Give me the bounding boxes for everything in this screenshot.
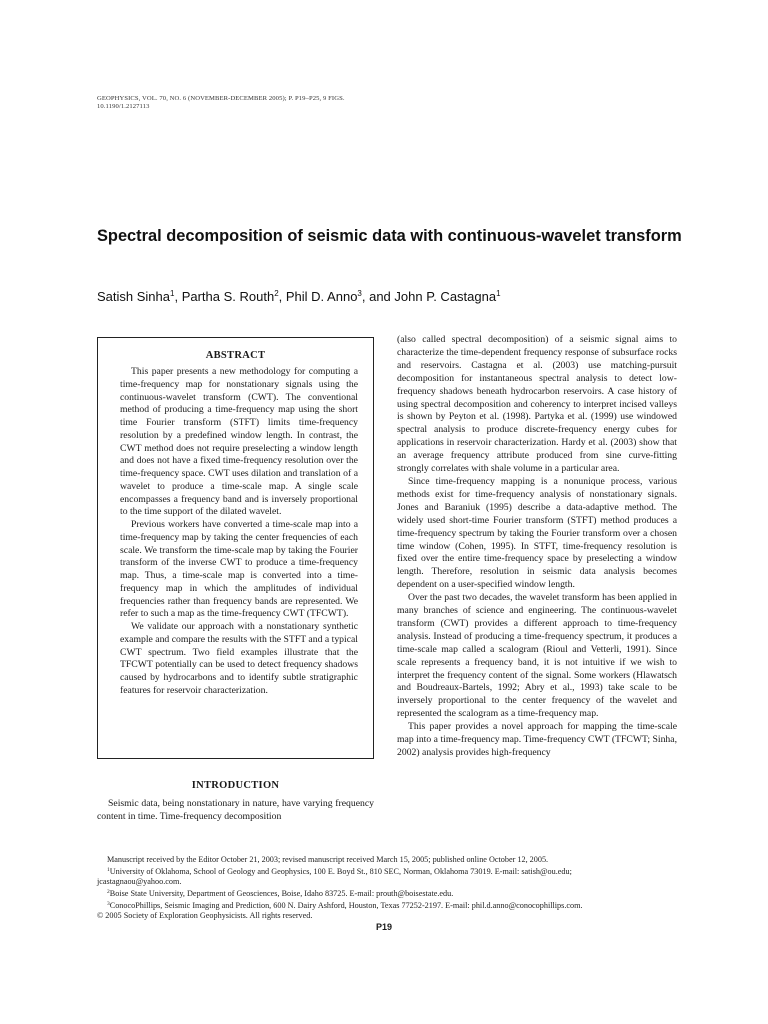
abstract-paragraph: This paper presents a new methodology for computing a time-frequency map for nonstationary signals using the continuous-wavelet transform (CWT). The conventional method of producing a time-frequency map using the short time Fourier transform (STFT) limits time-frequency resolution by a predefined window length. In contrast, the CWT method does not require preselecting a window length and does not have a fixed time-frequency resolution over the time-frequency space. CWT uses dilation and translation of a wavelet to produce a time-scale map. A single scale encompasses a frequency band and is inversely proportional to the time support of the dilated wavelet. bbox=[120, 366, 358, 518]
journal-citation-line: GEOPHYSICS, VOL. 70, NO. 6 (NOVEMBER-DECEMBER 2005); P. P19–P25, 9 FIGS. bbox=[97, 95, 345, 102]
footnote-text: Boise State University, Department of Geosciences, Boise, Idaho 83725. E-mail: prouth@boisestate.edu. bbox=[109, 889, 454, 898]
author-name: Satish Sinha bbox=[97, 289, 170, 304]
author-affiliation-mark: 3 bbox=[357, 289, 362, 298]
abstract-box bbox=[97, 337, 374, 759]
author-list bbox=[97, 289, 501, 304]
right-column-body bbox=[397, 334, 677, 760]
footnotes bbox=[97, 855, 682, 921]
abstract-paragraph: We validate our approach with a nonstationary synthetic example and compare the results with the STFT and a typical CWT spectrum. Two field examples illustrate that the TFCWT potentially can be used to detect frequency shadows caused by hydrocarbons and to identify subtle stratigraphic features for reservoir characterization. bbox=[120, 621, 358, 696]
copyright-line: © 2005 Society of Exploration Geophysicists. All rights reserved. bbox=[97, 911, 313, 920]
manuscript-received-note: Manuscript received by the Editor October 21, 2003; revised manuscript received March 15, 2005; published online October 12, 2005. bbox=[107, 855, 549, 864]
footnote-text: ConocoPhillips, Seismic Imaging and Prediction, 600 N. Dairy Ashford, Houston, Texas 77252-2197. E-mail: phil.d.anno@conocophillips.com. bbox=[109, 901, 583, 910]
paper-title: Spectral decomposition of seismic data with continuous-wavelet transform bbox=[97, 227, 682, 245]
journal-header bbox=[97, 95, 345, 112]
footnote-mark: 3 bbox=[107, 901, 110, 907]
author-separator: , bbox=[174, 289, 182, 304]
author-affiliation-mark: 2 bbox=[274, 289, 279, 298]
author-separator: , and bbox=[361, 289, 395, 304]
introduction-heading: INTRODUCTION bbox=[191, 780, 280, 791]
abstract-heading: ABSTRACT bbox=[205, 350, 266, 361]
footnote-text: University of Oklahoma, School of Geology and Geophysics, 100 E. Boyd St., 810 SEC, Norman, Oklahoma 73019. E-mail: satish@ou.edu; bbox=[109, 867, 572, 876]
body-paragraph: Over the past two decades, the wavelet transform has been applied in many branches of science and engineering. The continuous-wavelet transform (CWT) provides a different approach to time-frequency analysis. Instead of producing a time-frequency spectrum, it produces a time-scale map called a scalogram (Rioul and Vetterli, 1991). Since scale represents a frequency band, it is not intuitive if we wish to interpret the frequency content of the signal. Some workers (Hlawatsch and Boudreaux-Bartels, 1992; Abry et al., 1993) take scale to be inversely proportional to the center frequency of the wavelet and represented the scalogram as a time-frequency map. bbox=[397, 592, 677, 720]
footnote-1-continuation: jcastagnaou@yahoo.com. bbox=[97, 877, 182, 886]
author-name: Phil D. Anno bbox=[285, 289, 358, 304]
doi-line: 10.1190/1.2127113 bbox=[97, 103, 150, 111]
author-affiliation-mark: 1 bbox=[170, 289, 175, 298]
footnote-2 bbox=[97, 887, 682, 899]
introduction-body bbox=[97, 798, 374, 824]
abstract-body bbox=[120, 366, 358, 698]
abstract-paragraph: Previous workers have converted a time-scale map into a time-frequency map by taking the center frequencies of each scale. We transform the time-scale map by taking the Fourier transform of the inverse CWT to produce a time-frequency map. Thus, a time-scale map is converted into a time-frequency map in which the amplitudes of individual frequencies rather than frequency bands are represented. We refer to such a map as the time-frequency CWT (TFCWT). bbox=[120, 519, 358, 620]
author-affiliation-mark: 1 bbox=[496, 289, 501, 298]
body-paragraph: This paper provides a novel approach for mapping the time-scale map into a time-frequency map. Time-frequency CWT (TFCWT; Sinha, 2002) analysis provides high-frequency bbox=[397, 721, 677, 758]
footnote-mark: 1 bbox=[107, 867, 110, 873]
footnote-1 bbox=[97, 865, 682, 877]
author-separator: , bbox=[278, 289, 286, 304]
page-number: P19 bbox=[375, 922, 392, 932]
author-name: John P. Castagna bbox=[394, 289, 497, 304]
author-name: Partha S. Routh bbox=[181, 289, 275, 304]
footnote-3 bbox=[97, 899, 682, 911]
footnote-mark: 2 bbox=[107, 889, 110, 895]
body-paragraph: (also called spectral decomposition) of a seismic signal aims to characterize the time-dependent frequency response of subsurface rocks and reservoirs. Castagna et al. (2003) use matching-pursuit decomposition for instantaneous spectral analysis to detect low-frequency shadows beneath hydrocarbon reservoirs. A case history of using spectral decomposition and coherency to interpret incised valleys is shown by Peyton et al. (1998). Partyka et al. (1999) use windowed spectral analysis to produce discrete-frequency energy cubes for applications in reservoir characterization. Hardy et al. (2003) show that an average frequency attribute produced from sine curve-fitting strongly correlates with shale volume in a particular area. bbox=[397, 334, 677, 475]
body-paragraph: Seismic data, being nonstationary in nature, have varying frequency content in time. Time-frequency decomposition bbox=[97, 798, 374, 822]
body-paragraph: Since time-frequency mapping is a nonunique process, various methods exist for time-frequency analysis of nonstationary signals. Jones and Baraniuk (1995) describe a data-adaptive method. The widely used short-time Fourier transform (STFT) method produces a time-frequency spectrum by taking the Fourier transform over a chosen time window (Cohen, 1995). In STFT, time-frequency resolution is fixed over the entire time-frequency space by preselecting a window length. Therefore, resolution in seismic data analysis becomes dependent on a user-specified window length. bbox=[397, 475, 677, 591]
